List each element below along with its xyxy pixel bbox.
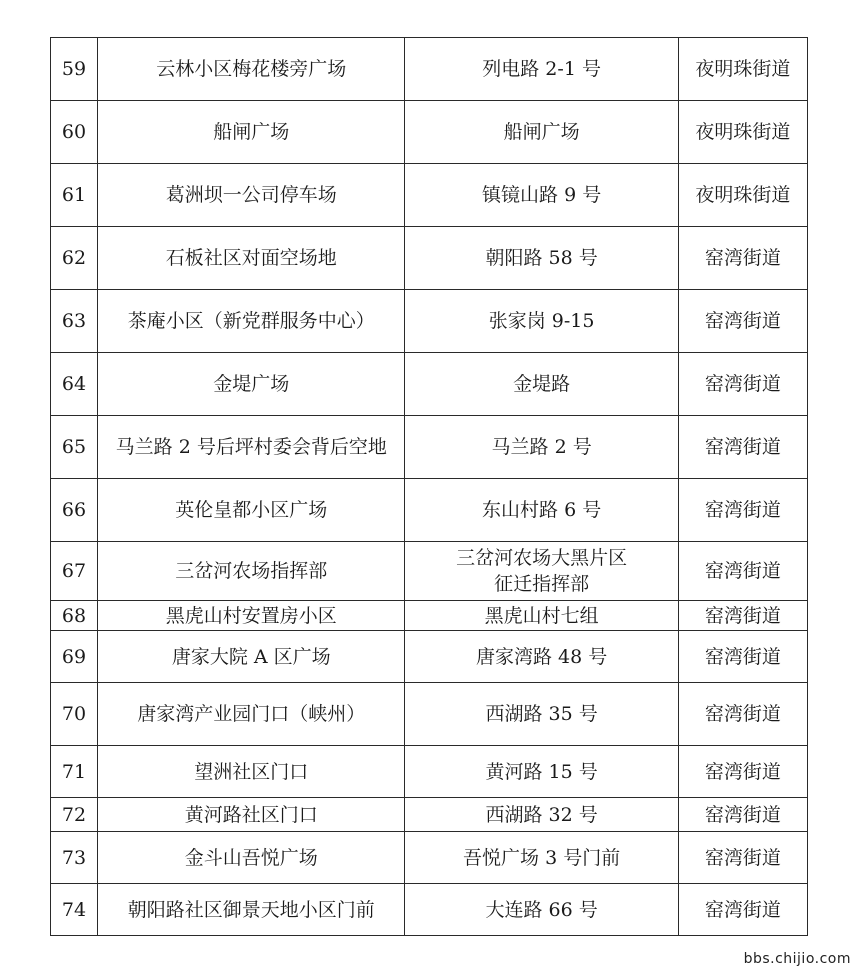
site-name: 马兰路 2 号后坪村委会背后空地 xyxy=(98,416,405,479)
table-row xyxy=(51,290,808,353)
address-line: 大连路 66 号 xyxy=(485,898,598,921)
row-number: 59 xyxy=(51,38,98,101)
address-line: 唐家湾路 48 号 xyxy=(475,645,608,668)
address-line: 马兰路 2 号 xyxy=(491,436,592,458)
table-row xyxy=(51,227,808,290)
street-office: 夜明珠街道 xyxy=(678,101,807,164)
street-office: 窑湾街道 xyxy=(678,227,807,290)
row-number: 63 xyxy=(51,290,98,353)
row-number: 71 xyxy=(51,746,98,798)
address-line: 西湖路 35 号 xyxy=(485,703,598,725)
site-address xyxy=(405,479,678,542)
row-number: 60 xyxy=(51,101,98,164)
address-line: 船闸广场 xyxy=(503,121,580,143)
street-office: 窑湾街道 xyxy=(678,542,807,601)
table-row xyxy=(51,542,808,601)
site-address xyxy=(405,353,678,416)
site-name: 望洲社区门口 xyxy=(98,746,405,798)
street-office: 夜明珠街道 xyxy=(678,38,807,101)
row-number: 69 xyxy=(51,631,98,683)
row-number: 66 xyxy=(51,479,98,542)
site-name: 金堤广场 xyxy=(98,353,405,416)
address-line: 三岔河农场大黑片区 xyxy=(456,547,628,569)
site-address xyxy=(405,227,678,290)
street-office: 窑湾街道 xyxy=(678,290,807,353)
address-line: 东山村路 6 号 xyxy=(482,499,602,521)
address-line: 镇镜山路 9 号 xyxy=(482,184,602,206)
site-address xyxy=(405,290,678,353)
address-line: 金堤路 xyxy=(513,373,571,395)
table-row xyxy=(51,832,808,884)
site-name: 葛洲坝一公司停车场 xyxy=(98,164,405,227)
site-address xyxy=(405,683,678,746)
address-line: 黑虎山村七组 xyxy=(484,604,599,627)
row-number: 73 xyxy=(51,832,98,884)
site-name: 黑虎山村安置房小区 xyxy=(98,601,405,631)
site-address xyxy=(405,38,678,101)
row-number: 72 xyxy=(51,798,98,832)
table-row xyxy=(51,479,808,542)
site-name: 云林小区梅花楼旁广场 xyxy=(98,38,405,101)
row-number: 67 xyxy=(51,542,98,601)
sites-table-body xyxy=(51,38,808,936)
street-office: 夜明珠街道 xyxy=(678,164,807,227)
table-row xyxy=(51,884,808,936)
site-address xyxy=(405,798,678,832)
street-office: 窑湾街道 xyxy=(678,832,807,884)
site-address xyxy=(405,601,678,631)
table-row xyxy=(51,683,808,746)
street-office: 窑湾街道 xyxy=(678,746,807,798)
site-address xyxy=(405,416,678,479)
address-line: 列电路 2-1 号 xyxy=(482,58,601,80)
site-name: 黄河路社区门口 xyxy=(98,798,405,832)
site-address xyxy=(405,884,678,936)
site-address xyxy=(405,746,678,798)
street-office: 窑湾街道 xyxy=(678,601,807,631)
row-number: 68 xyxy=(51,601,98,631)
street-office: 窑湾街道 xyxy=(678,353,807,416)
site-address xyxy=(405,631,678,683)
sites-table xyxy=(50,37,808,936)
site-name: 唐家湾产业园门口（峡州） xyxy=(98,683,405,746)
address-line: 张家岗 9-15 xyxy=(488,310,595,332)
site-name: 英伦皇都小区广场 xyxy=(98,479,405,542)
address-line: 吾悦广场 3 号门前 xyxy=(463,846,621,869)
table-row xyxy=(51,101,808,164)
address-line: 黄河路 15 号 xyxy=(485,760,598,783)
site-name: 石板社区对面空场地 xyxy=(98,227,405,290)
row-number: 74 xyxy=(51,884,98,936)
table-row xyxy=(51,38,808,101)
street-office: 窑湾街道 xyxy=(678,416,807,479)
site-name: 朝阳路社区御景天地小区门前 xyxy=(98,884,405,936)
site-address xyxy=(405,832,678,884)
street-office: 窑湾街道 xyxy=(678,479,807,542)
street-office: 窑湾街道 xyxy=(678,683,807,746)
table-row xyxy=(51,601,808,631)
row-number: 64 xyxy=(51,353,98,416)
address-line: 征迁指挥部 xyxy=(494,573,590,595)
site-address xyxy=(405,542,678,601)
address-line: 朝阳路 58 号 xyxy=(485,247,598,269)
row-number: 70 xyxy=(51,683,98,746)
table-row xyxy=(51,798,808,832)
table-row xyxy=(51,416,808,479)
row-number: 65 xyxy=(51,416,98,479)
street-office: 窑湾街道 xyxy=(678,884,807,936)
site-name: 茶庵小区（新党群服务中心） xyxy=(98,290,405,353)
table-row xyxy=(51,631,808,683)
watermark: bbs.chijio.com xyxy=(743,951,851,967)
table-row xyxy=(51,353,808,416)
table-row xyxy=(51,164,808,227)
street-office: 窑湾街道 xyxy=(678,798,807,832)
row-number: 61 xyxy=(51,164,98,227)
site-address xyxy=(405,101,678,164)
site-address xyxy=(405,164,678,227)
site-name: 三岔河农场指挥部 xyxy=(98,542,405,601)
site-name: 金斗山吾悦广场 xyxy=(98,832,405,884)
street-office: 窑湾街道 xyxy=(678,631,807,683)
row-number: 62 xyxy=(51,227,98,290)
address-line: 西湖路 32 号 xyxy=(485,803,598,826)
site-name: 唐家大院 A 区广场 xyxy=(98,631,405,683)
table-row xyxy=(51,746,808,798)
site-name: 船闸广场 xyxy=(98,101,405,164)
